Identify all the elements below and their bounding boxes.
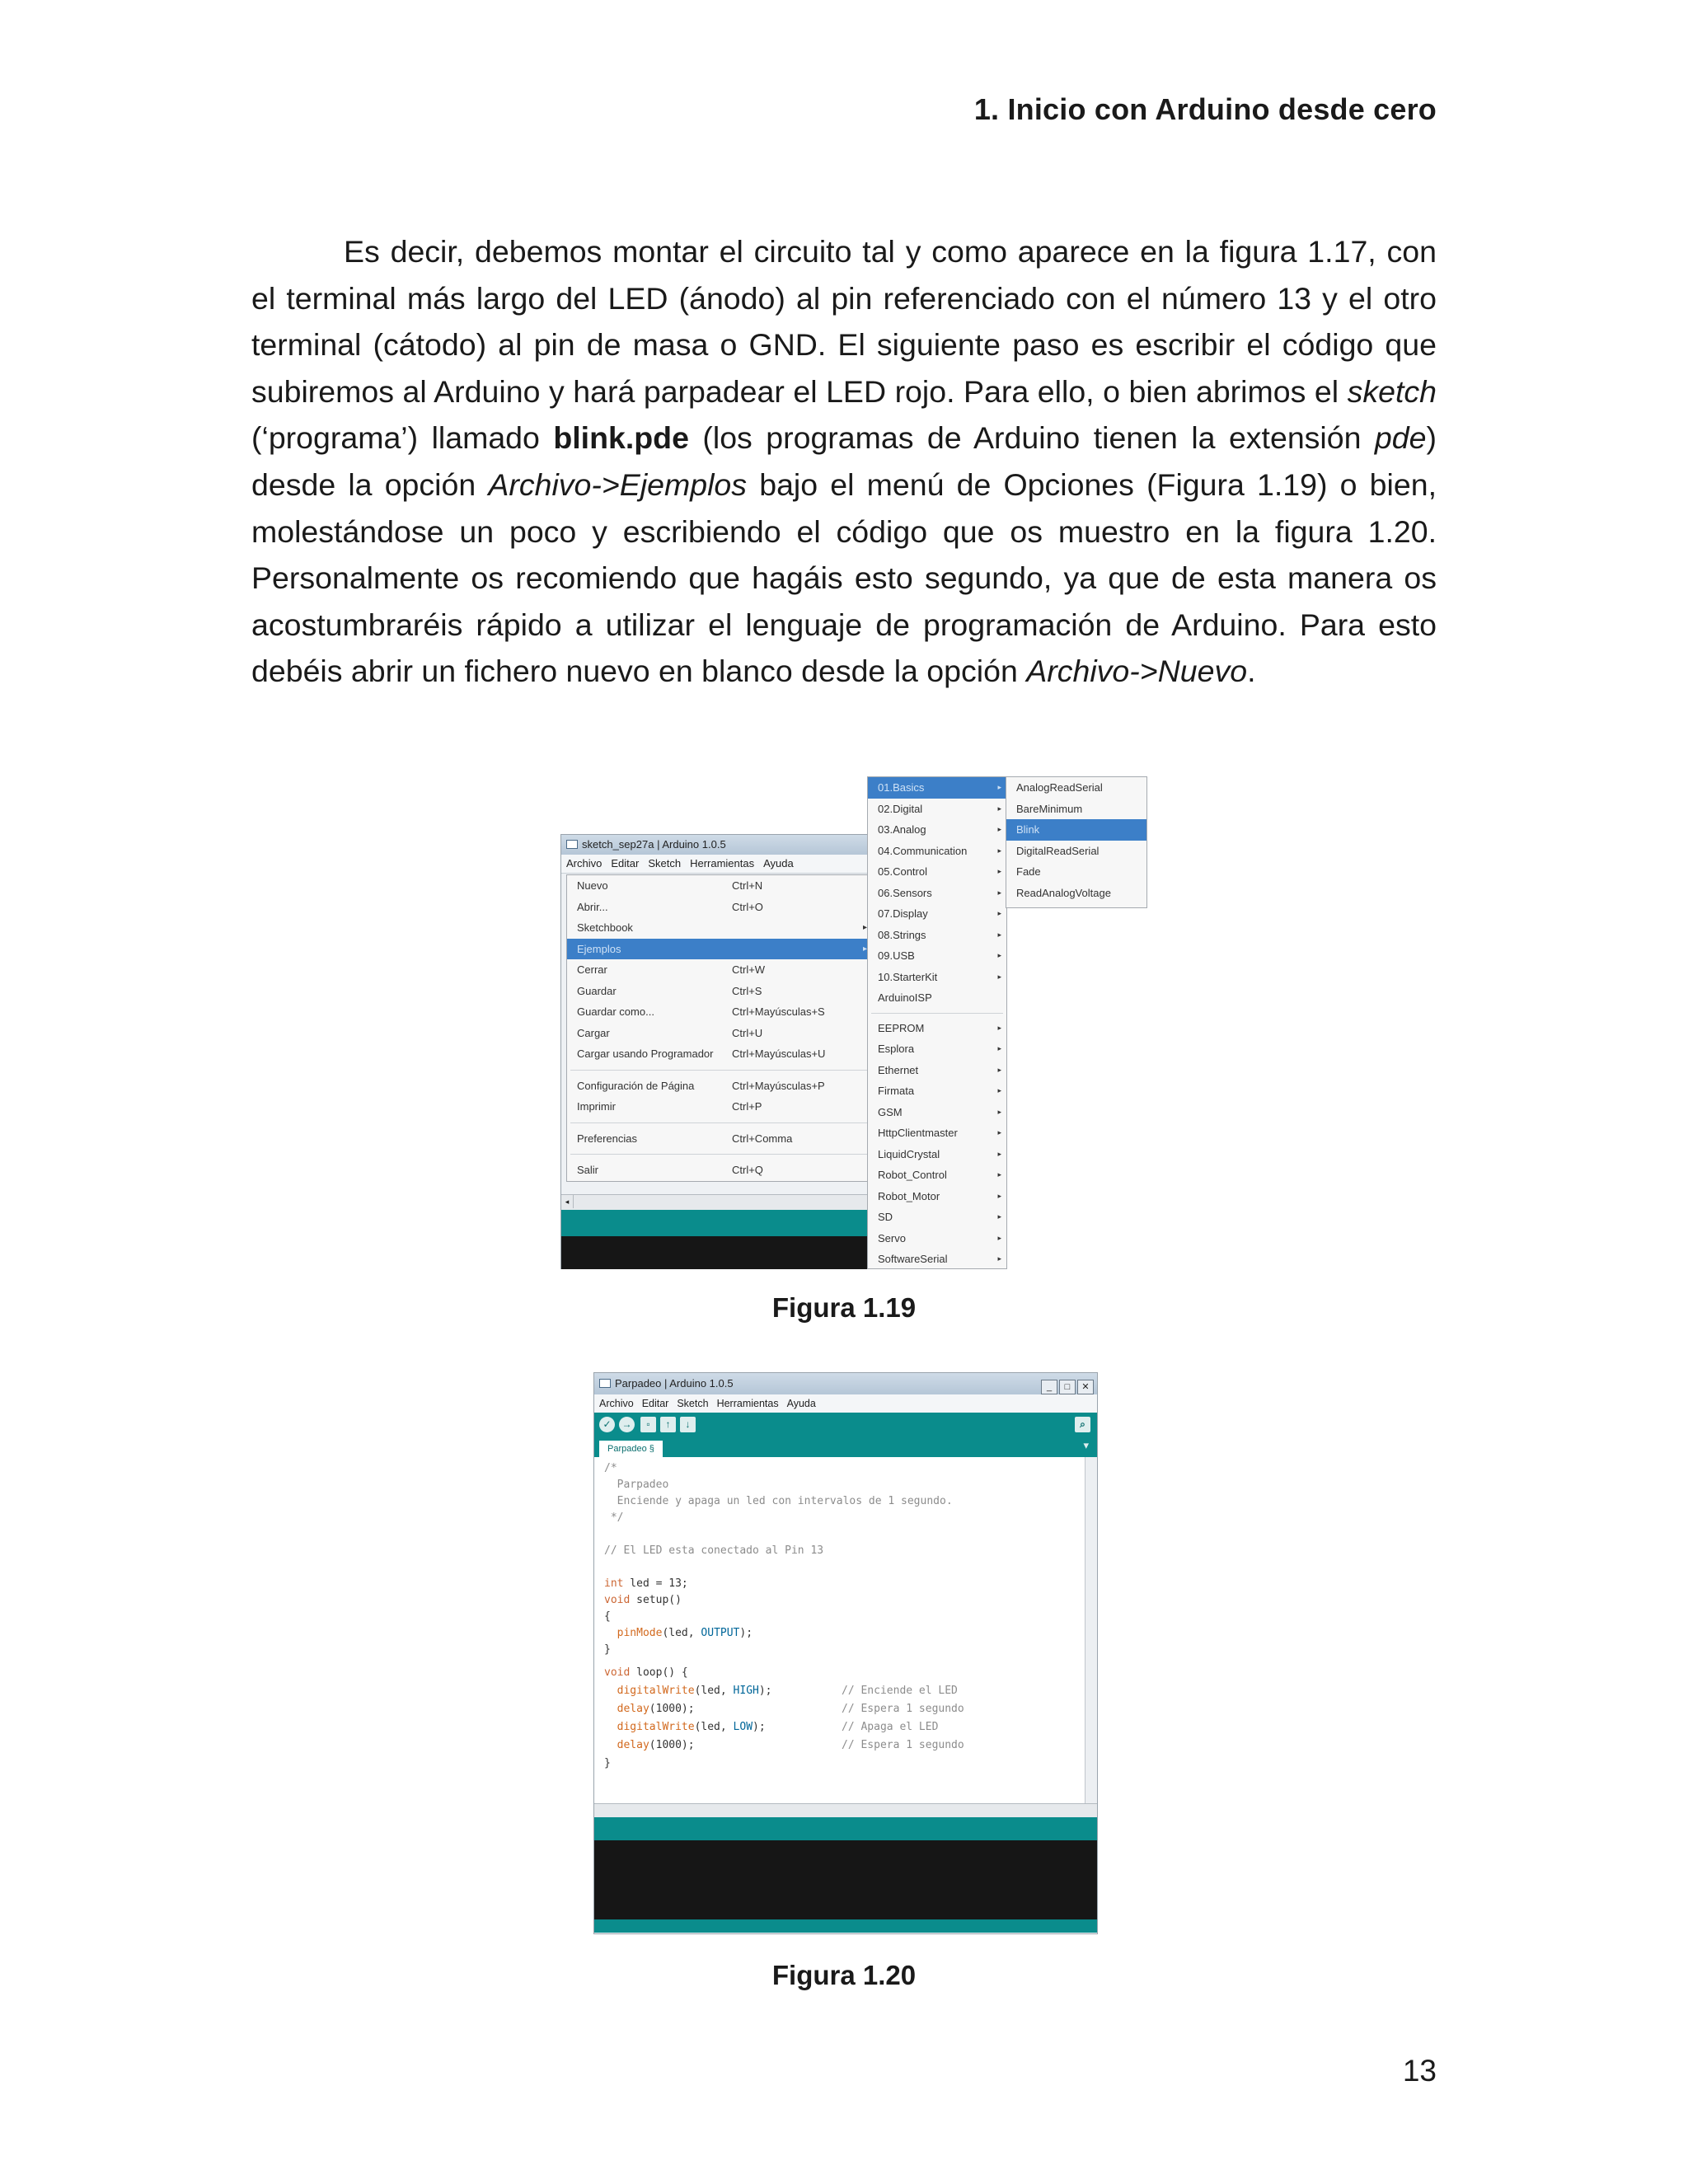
window-controls xyxy=(1039,1376,1094,1397)
code-comment: // Espera 1 segundo xyxy=(842,1739,964,1751)
menu-item-shortcut: Ctrl+W xyxy=(732,963,766,976)
verify-icon[interactable]: ✓ xyxy=(599,1417,615,1432)
vertical-scrollbar[interactable] xyxy=(1085,1457,1097,1803)
code-text: (led, xyxy=(694,1685,734,1697)
menu-item-label: Abrir... xyxy=(577,900,608,913)
text-run: (‘programa’) llamado xyxy=(251,420,554,456)
menu-herramientas[interactable]: Herramientas xyxy=(690,857,755,869)
code-constant: LOW xyxy=(733,1721,753,1733)
page-number: 13 xyxy=(1402,2054,1437,2088)
menu-archivo[interactable]: Archivo xyxy=(599,1398,634,1409)
submenu-label: Robot_Motor xyxy=(878,1189,940,1202)
menu-item-preferencias[interactable] xyxy=(567,1128,874,1150)
example-esplora[interactable] xyxy=(868,1038,1006,1060)
code-line: } xyxy=(604,1757,611,1769)
code-text: (1000); xyxy=(649,1703,695,1715)
text-run: bajo el menú de Opciones (Figura 1.19) o bien, molestándose un poco y escribiendo el código que os muestro en la figura 1.20. Personalmente os recomiendo que hagáis esto segundo, ya que de esta manera os acostumbraréis rápido a utilizar el lenguaje de programación de Arduino. Para esto debéis abrir un fichero nuevo en blanco desde la opción xyxy=(251,466,1437,689)
menu-item-label: Salir xyxy=(577,1164,599,1176)
submenu-label: ArduinoISP xyxy=(878,991,932,1004)
submenu-arrow-icon: ▸ xyxy=(997,804,1001,813)
example-07-display[interactable] xyxy=(868,903,1006,925)
example-ethernet[interactable] xyxy=(868,1060,1006,1081)
menu-item-shortcut: Ctrl+O xyxy=(732,900,763,913)
code-line xyxy=(604,1665,688,1681)
body-paragraph xyxy=(251,228,1437,695)
code-text: ); xyxy=(739,1627,753,1639)
text-run: Es decir, debemos montar el circuito tal y como aparece en la figura 1.17, con el terminal más largo del LED (ánodo) al pin referenciado con el número 13 y el otro terminal (cátodo) al pin de masa o GND. El siguiente paso es escribir el código que subiremos al Arduino y hará parpadear el LED rojo. Para ello, o bien abrimos el xyxy=(251,234,1437,409)
code-line: } xyxy=(604,1643,611,1656)
menu-item-label: Imprimir xyxy=(577,1100,616,1113)
example-04-communication[interactable] xyxy=(868,841,1006,862)
code-text: ); xyxy=(758,1685,772,1697)
example-robot-motor[interactable] xyxy=(868,1186,1006,1207)
example-arduinoisp[interactable] xyxy=(868,987,1006,1009)
horizontal-scrollbar[interactable] xyxy=(594,1803,1097,1817)
text-italic-nuevo: Archivo->Nuevo xyxy=(1026,654,1248,689)
menu-item-cerrar[interactable] xyxy=(567,959,874,981)
window-title: Parpadeo | Arduino 1.0.5 xyxy=(615,1377,734,1390)
submenu-arrow-icon: ▸ xyxy=(997,1065,1001,1074)
submenu-label: Fade xyxy=(1016,865,1041,878)
submenu-arrow-icon: ▸ xyxy=(997,825,1001,833)
submenu-label: ReadAnalogVoltage xyxy=(1016,886,1111,899)
code-text: (led, xyxy=(662,1627,701,1639)
submenu-label: BareMinimum xyxy=(1016,802,1083,815)
code-comment: // Espera 1 segundo xyxy=(842,1703,964,1715)
code-function: delay xyxy=(604,1703,649,1715)
menu-item-shortcut: Ctrl+Mayúsculas+U xyxy=(732,1047,826,1060)
basics-fade[interactable] xyxy=(1006,861,1146,883)
window-title: sketch_sep27a | Arduino 1.0.5 xyxy=(582,838,726,851)
menu-item-nuevo[interactable] xyxy=(567,875,874,897)
code-line xyxy=(604,1683,772,1699)
submenu-label: Ethernet xyxy=(878,1063,919,1076)
submenu-arrow-icon: ▸ xyxy=(862,944,867,954)
menu-item-shortcut: Ctrl+Q xyxy=(732,1164,763,1176)
submenu-label: 07.Display xyxy=(878,907,928,920)
menu-sketch[interactable]: Sketch xyxy=(648,857,682,869)
submenu-arrow-icon: ▸ xyxy=(997,846,1001,855)
menu-item-guardar[interactable] xyxy=(567,981,874,1002)
menu-item-sketchbook[interactable] xyxy=(567,917,874,939)
code-text: (led, xyxy=(694,1721,734,1733)
submenu-label: EEPROM xyxy=(878,1021,925,1034)
archivo-dropdown xyxy=(566,874,874,1182)
menu-item-cargar[interactable] xyxy=(567,1023,874,1044)
menu-item-label: Ejemplos xyxy=(577,942,621,955)
code-text: led = 13; xyxy=(623,1577,688,1590)
submenu-label: Firmata xyxy=(878,1085,915,1097)
footer-bar xyxy=(594,1919,1097,1933)
code-comment: // Enciende el LED xyxy=(842,1685,958,1697)
menu-item-guardar-como[interactable] xyxy=(567,1001,874,1023)
app-window-icon xyxy=(599,1379,611,1388)
menu-item-shortcut: Ctrl+Mayúsculas+P xyxy=(732,1079,825,1092)
example-liquidcrystal[interactable] xyxy=(868,1144,1006,1165)
submenu-label: LiquidCrystal xyxy=(878,1147,940,1160)
examples-submenu xyxy=(867,776,1007,1269)
example-eeprom[interactable] xyxy=(868,1018,1006,1039)
text-run: (los programas de Arduino tienen la extensión xyxy=(688,420,1375,456)
arduino-ide-window xyxy=(560,834,875,1269)
menu-ayuda[interactable]: Ayuda xyxy=(786,1398,816,1409)
horizontal-scrollbar[interactable] xyxy=(561,1194,874,1210)
submenu-label: DigitalReadSerial xyxy=(1016,844,1100,857)
code-line xyxy=(604,1576,688,1592)
submenu-label: Servo xyxy=(878,1231,906,1244)
menu-herramientas[interactable]: Herramientas xyxy=(716,1398,779,1409)
example-06-sensors[interactable] xyxy=(868,883,1006,904)
window-titlebar xyxy=(594,1373,1097,1394)
submenu-label: 08.Strings xyxy=(878,928,926,941)
submenu-label: 01.Basics xyxy=(878,781,925,794)
submenu-arrow-icon: ▸ xyxy=(997,1107,1001,1116)
menu-editar[interactable]: Editar xyxy=(611,857,640,869)
menu-item-shortcut: Ctrl+U xyxy=(732,1026,763,1039)
text-bold-blink: blink.pde xyxy=(553,420,689,456)
example-01-basics[interactable] xyxy=(868,777,1006,799)
figure-caption-1-20: Figura 1.20 xyxy=(771,1960,917,1990)
example-09-usb[interactable] xyxy=(868,945,1006,967)
menu-item-salir[interactable] xyxy=(567,1160,874,1181)
menu-editar[interactable]: Editar xyxy=(641,1398,669,1409)
console-area xyxy=(561,1236,874,1269)
figure-1-20 xyxy=(593,1372,1098,1934)
text-run: . xyxy=(1247,654,1256,689)
code-line: // El LED esta conectado al Pin 13 xyxy=(604,1544,824,1557)
submenu-arrow-icon: ▸ xyxy=(997,1023,1001,1032)
submenu-arrow-icon: ▸ xyxy=(997,1128,1001,1137)
example-robot-control[interactable] xyxy=(868,1165,1006,1186)
menu-separator xyxy=(871,1013,1003,1014)
figure-1-19 xyxy=(560,768,1147,1268)
menu-item-ejemplos[interactable] xyxy=(567,939,874,960)
submenu-label: 06.Sensors xyxy=(878,886,932,899)
basics-bareminimum[interactable] xyxy=(1006,799,1146,820)
menu-item-label: Cargar usando Programador xyxy=(577,1047,714,1060)
app-window-icon xyxy=(566,840,578,849)
code-function: pinMode xyxy=(604,1627,663,1639)
code-line: { xyxy=(604,1610,611,1623)
menu-item-shortcut: Ctrl+N xyxy=(732,879,763,892)
menu-sketch[interactable]: Sketch xyxy=(677,1398,709,1409)
submenu-label: SoftwareSerial xyxy=(878,1253,948,1265)
code-text: loop() { xyxy=(630,1666,688,1679)
editor-bottom xyxy=(561,1194,874,1268)
example-firmata[interactable] xyxy=(868,1080,1006,1102)
example-08-strings[interactable] xyxy=(868,925,1006,946)
menu-separator xyxy=(570,1070,870,1071)
menu-item-imprimir[interactable] xyxy=(567,1096,874,1118)
submenu-label: HttpClientmaster xyxy=(878,1127,958,1139)
status-bar xyxy=(561,1210,874,1236)
basics-blink[interactable] xyxy=(1006,819,1146,841)
menu-item-abrir[interactable] xyxy=(567,897,874,918)
example-02-digital[interactable] xyxy=(868,799,1006,820)
menu-item-shortcut: Ctrl+P xyxy=(732,1100,762,1113)
code-constant: HIGH xyxy=(733,1685,759,1697)
submenu-label: 02.Digital xyxy=(878,802,923,815)
example-sd[interactable] xyxy=(868,1207,1006,1228)
save-icon[interactable]: ↓ xyxy=(680,1417,696,1432)
code-constant: OUTPUT xyxy=(701,1627,740,1639)
basics-analogreadserial[interactable] xyxy=(1006,777,1146,799)
running-header: 1. Inicio con Arduino desde cero xyxy=(973,92,1437,126)
menu-item-label: Nuevo xyxy=(577,879,608,892)
menu-separator xyxy=(570,1122,870,1123)
code-line xyxy=(604,1592,682,1609)
code-keyword: void xyxy=(604,1666,631,1679)
example-gsm[interactable] xyxy=(868,1102,1006,1123)
basics-submenu xyxy=(1006,776,1147,908)
submenu-arrow-icon: ▸ xyxy=(997,1170,1001,1179)
console-area xyxy=(594,1840,1097,1919)
text-run: ) desde la opción xyxy=(251,420,1437,502)
submenu-label: SD xyxy=(878,1211,893,1223)
submenu-label: AnalogReadSerial xyxy=(1016,781,1103,794)
submenu-arrow-icon: ▸ xyxy=(997,1149,1001,1158)
text-italic-pde: pde xyxy=(1374,420,1427,456)
submenu-label: 10.StarterKit xyxy=(878,970,938,983)
submenu-arrow-icon: ▸ xyxy=(997,1233,1001,1242)
minimize-icon[interactable]: _ xyxy=(1041,1380,1057,1394)
code-line: /* xyxy=(604,1462,617,1474)
submenu-label: Blink xyxy=(1016,823,1040,836)
menu-item-shortcut: Ctrl+Comma xyxy=(732,1132,793,1145)
example-httpclientmaster[interactable] xyxy=(868,1122,1006,1144)
window-titlebar xyxy=(561,835,874,855)
submenu-label: 05.Control xyxy=(878,865,927,878)
menu-ayuda[interactable]: Ayuda xyxy=(763,857,794,869)
submenu-arrow-icon: ▸ xyxy=(997,930,1001,939)
submenu-label: Robot_Control xyxy=(878,1169,947,1181)
new-icon[interactable]: ▫ xyxy=(640,1417,656,1432)
maximize-icon[interactable]: □ xyxy=(1059,1380,1076,1394)
menu-item-config-pagina[interactable] xyxy=(567,1076,874,1097)
submenu-label: 03.Analog xyxy=(878,823,926,836)
example-03-analog[interactable] xyxy=(868,819,1006,841)
open-icon[interactable]: ↑ xyxy=(660,1417,676,1432)
code-line: Enciende y apaga un led con intervalos de 1 segundo. xyxy=(604,1495,953,1507)
menu-archivo[interactable]: Archivo xyxy=(566,857,603,869)
submenu-arrow-icon: ▸ xyxy=(997,1191,1001,1200)
menu-item-label: Configuración de Página xyxy=(577,1079,695,1092)
example-softwareserial[interactable] xyxy=(868,1249,1006,1270)
menu-item-shortcut: Ctrl+S xyxy=(732,984,762,997)
submenu-arrow-icon: ▸ xyxy=(997,1044,1001,1052)
submenu-arrow-icon: ▸ xyxy=(997,1212,1001,1221)
code-keyword: void xyxy=(604,1594,631,1606)
submenu-arrow-icon: ▸ xyxy=(997,972,1001,981)
submenu-label: 09.USB xyxy=(878,949,915,962)
serial-monitor-icon[interactable]: ⌕ xyxy=(1075,1417,1090,1432)
code-text: (1000); xyxy=(649,1739,695,1751)
status-bar xyxy=(594,1817,1097,1840)
code-function: digitalWrite xyxy=(604,1685,695,1697)
code-line xyxy=(604,1625,753,1642)
submenu-arrow-icon: ▸ xyxy=(997,1254,1001,1263)
code-keyword: int xyxy=(604,1577,624,1590)
submenu-arrow-icon: ▸ xyxy=(997,909,1001,917)
code-text: ); xyxy=(753,1721,766,1733)
submenu-label: GSM xyxy=(878,1105,903,1118)
menu-item-label: Cargar xyxy=(577,1026,610,1039)
menu-item-label: Preferencias xyxy=(577,1132,637,1145)
code-line xyxy=(604,1737,695,1754)
basics-readanalogvoltage[interactable] xyxy=(1006,883,1146,904)
menubar xyxy=(594,1394,1097,1413)
menu-item-label: Guardar como... xyxy=(577,1005,654,1018)
menu-item-label: Sketchbook xyxy=(577,921,633,934)
tab-parpadeo[interactable]: Parpadeo § xyxy=(599,1441,663,1457)
code-function: delay xyxy=(604,1739,649,1751)
tab-bar xyxy=(594,1437,1097,1457)
submenu-arrow-icon: ▸ xyxy=(997,783,1001,791)
submenu-arrow-icon: ▸ xyxy=(997,888,1001,897)
menu-item-label: Guardar xyxy=(577,984,617,997)
example-servo[interactable] xyxy=(868,1228,1006,1249)
submenu-arrow-icon: ▸ xyxy=(997,867,1001,875)
tab-menu-icon[interactable]: ▾ xyxy=(1083,1439,1089,1451)
code-comment: // Apaga el LED xyxy=(842,1721,939,1733)
menubar xyxy=(561,855,874,874)
close-icon[interactable]: ✕ xyxy=(1077,1380,1094,1394)
code-line xyxy=(604,1719,766,1736)
code-function: digitalWrite xyxy=(604,1721,695,1733)
example-05-control[interactable] xyxy=(868,861,1006,883)
upload-icon[interactable]: → xyxy=(619,1417,635,1432)
submenu-arrow-icon: ▸ xyxy=(862,923,867,932)
basics-digitalreadserial[interactable] xyxy=(1006,841,1146,862)
code-line: */ xyxy=(604,1511,624,1524)
menu-item-label: Cerrar xyxy=(577,963,607,976)
submenu-label: Esplora xyxy=(878,1043,915,1055)
menu-item-shortcut: Ctrl+Mayúsculas+S xyxy=(732,1005,825,1018)
code-line xyxy=(604,1701,695,1718)
submenu-arrow-icon: ▸ xyxy=(997,951,1001,959)
menu-separator xyxy=(570,1154,870,1155)
submenu-label: 04.Communication xyxy=(878,844,968,857)
scroll-left-icon[interactable]: ◂ xyxy=(561,1195,574,1208)
example-10-starterkit[interactable] xyxy=(868,967,1006,988)
submenu-arrow-icon: ▸ xyxy=(997,1086,1001,1094)
code-text: setup() xyxy=(630,1594,682,1606)
code-editor[interactable] xyxy=(594,1457,1097,1803)
code-line: Parpadeo xyxy=(604,1479,669,1491)
figure-caption-1-19: Figura 1.19 xyxy=(771,1292,917,1323)
menu-item-cargar-programador[interactable] xyxy=(567,1043,874,1065)
text-italic-sketch: sketch xyxy=(1347,373,1437,409)
toolbar xyxy=(594,1413,1097,1437)
text-italic-ejemplos: Archivo->Ejemplos xyxy=(488,466,748,502)
